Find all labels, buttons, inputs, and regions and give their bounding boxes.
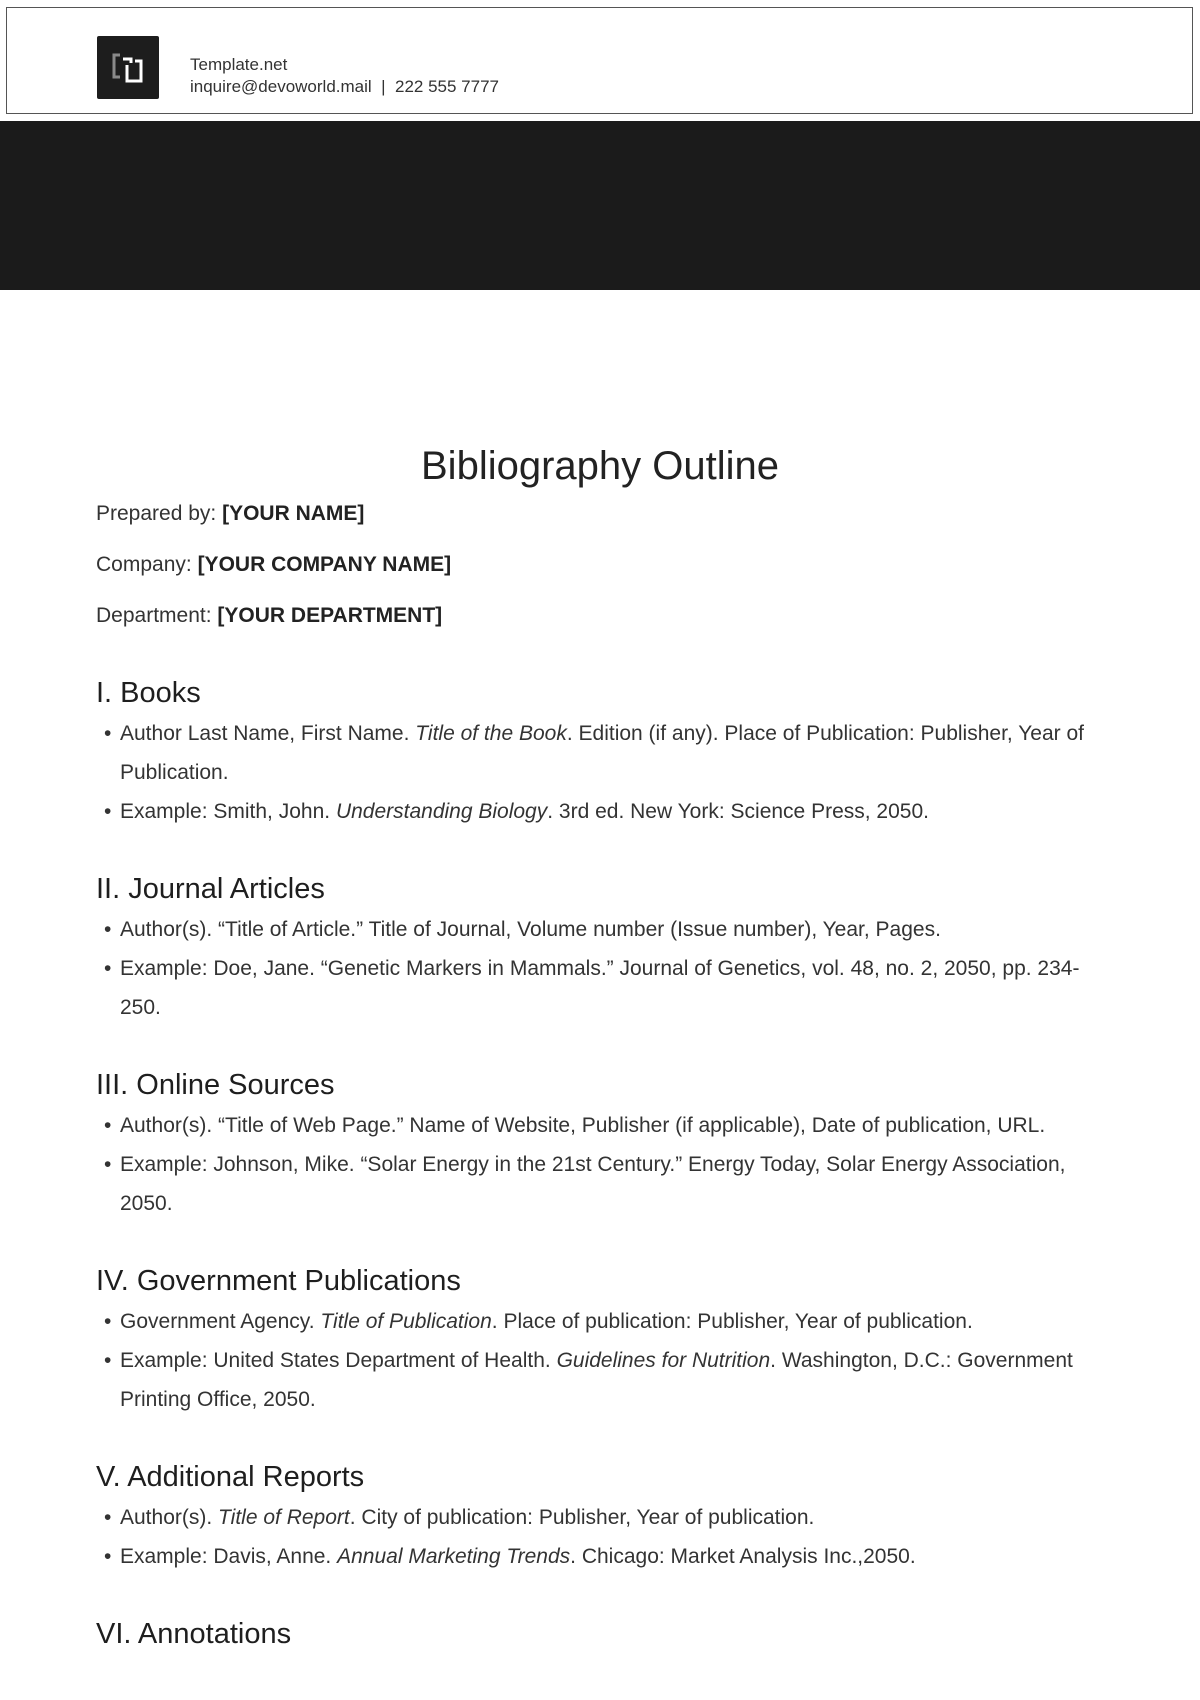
meta-label: Prepared by: xyxy=(96,502,217,525)
citation-text: Example: Johnson, Mike. “Solar Energy in the 21st Century.” Energy Today, Solar Energy Association, 2050. xyxy=(120,1153,1066,1215)
header-banner xyxy=(0,121,1200,290)
section xyxy=(96,1613,1106,1655)
citation-text: Example: Doe, Jane. “Genetic Markers in Mammals.” Journal of Genetics, vol. 48, no. 2, 2050, pp. 234-250. xyxy=(120,957,1080,1019)
bibliography-sections xyxy=(96,672,1106,1692)
citation-item xyxy=(96,949,1106,1027)
meta-label: Department: xyxy=(96,604,212,627)
section-heading: II. Journal Articles xyxy=(96,873,325,905)
document-title: Bibliography Outline xyxy=(421,444,779,488)
citation-item xyxy=(96,792,1106,831)
template-logo-icon xyxy=(97,36,159,99)
meta-company xyxy=(96,553,451,577)
italic-title: Title of Report xyxy=(218,1506,350,1529)
citation-text: . 3rd ed. New York: Science Press, 2050. xyxy=(547,800,929,823)
section xyxy=(96,1260,1106,1419)
citation-text: Author(s). “Title of Web Page.” Name of Website, Publisher (if applicable), Date of publication, URL. xyxy=(120,1114,1046,1137)
citation-list xyxy=(96,1302,1106,1419)
section xyxy=(96,1456,1106,1576)
italic-title: Title of Publication xyxy=(320,1310,492,1333)
italic-title: Annual Marketing Trends xyxy=(337,1545,571,1568)
citation-list xyxy=(96,1498,1106,1576)
italic-title: Understanding Biology xyxy=(335,800,548,823)
citation-item xyxy=(96,1537,1106,1576)
citation-text: . Washington, D.C.: Government Printing Office, 2050. xyxy=(120,1349,1073,1411)
section-heading: V. Additional Reports xyxy=(96,1461,365,1493)
meta-label: Company: xyxy=(96,553,192,576)
citation-text: Author(s). “Title of Article.” Title of Journal, Volume number (Issue number), Year, Pages. xyxy=(120,918,941,941)
citation-text: Author Last Name, First Name. xyxy=(120,722,416,745)
citation-text: . City of publication: Publisher, Year of publication. xyxy=(349,1506,815,1529)
citation-text: Example: Smith, John. xyxy=(120,800,336,823)
citation-item xyxy=(96,1341,1106,1419)
citation-text: Example: Davis, Anne. xyxy=(120,1545,338,1568)
citation-list xyxy=(96,910,1106,1027)
company-name: Template.net xyxy=(190,55,288,74)
citation-item xyxy=(96,1106,1106,1145)
citation-text: Author(s). xyxy=(120,1506,219,1529)
section-heading: III. Online Sources xyxy=(96,1069,335,1101)
meta-prepared-by xyxy=(96,502,364,526)
meta-value: [YOUR COMPANY NAME] xyxy=(197,553,452,576)
citation-text: Example: United States Department of Health. xyxy=(120,1349,557,1372)
citation-list xyxy=(96,714,1106,831)
section-heading: I. Books xyxy=(96,677,201,709)
citation-list xyxy=(96,1106,1106,1223)
citation-item xyxy=(96,1302,1106,1341)
citation-text: Government Agency. xyxy=(120,1310,321,1333)
section-heading: VI. Annotations xyxy=(96,1618,292,1650)
meta-value: [YOUR NAME] xyxy=(222,502,365,525)
citation-text: . Place of publication: Publisher, Year of publication. xyxy=(491,1310,973,1333)
company-contact xyxy=(190,54,499,98)
section-heading: IV. Government Publications xyxy=(96,1265,461,1297)
section xyxy=(96,672,1106,831)
citation-text: . Edition (if any). Place of Publication: Publisher, Year of Publication. xyxy=(120,722,1084,784)
meta-department xyxy=(96,604,442,628)
citation-item xyxy=(96,1145,1106,1223)
contact-separator: | xyxy=(381,77,386,96)
citation-item xyxy=(96,714,1106,792)
italic-title: Title of the Book xyxy=(415,722,567,745)
section xyxy=(96,1064,1106,1223)
meta-value: [YOUR DEPARTMENT] xyxy=(217,604,443,627)
citation-item xyxy=(96,1498,1106,1537)
company-email: inquire@devoworld.mail xyxy=(190,77,372,96)
citation-text: . Chicago: Market Analysis Inc.,2050. xyxy=(570,1545,916,1568)
section xyxy=(96,868,1106,1027)
letterhead xyxy=(6,7,1193,114)
citation-item xyxy=(96,910,1106,949)
company-phone: 222 555 7777 xyxy=(395,77,499,96)
italic-title: Guidelines for Nutrition xyxy=(556,1349,771,1372)
